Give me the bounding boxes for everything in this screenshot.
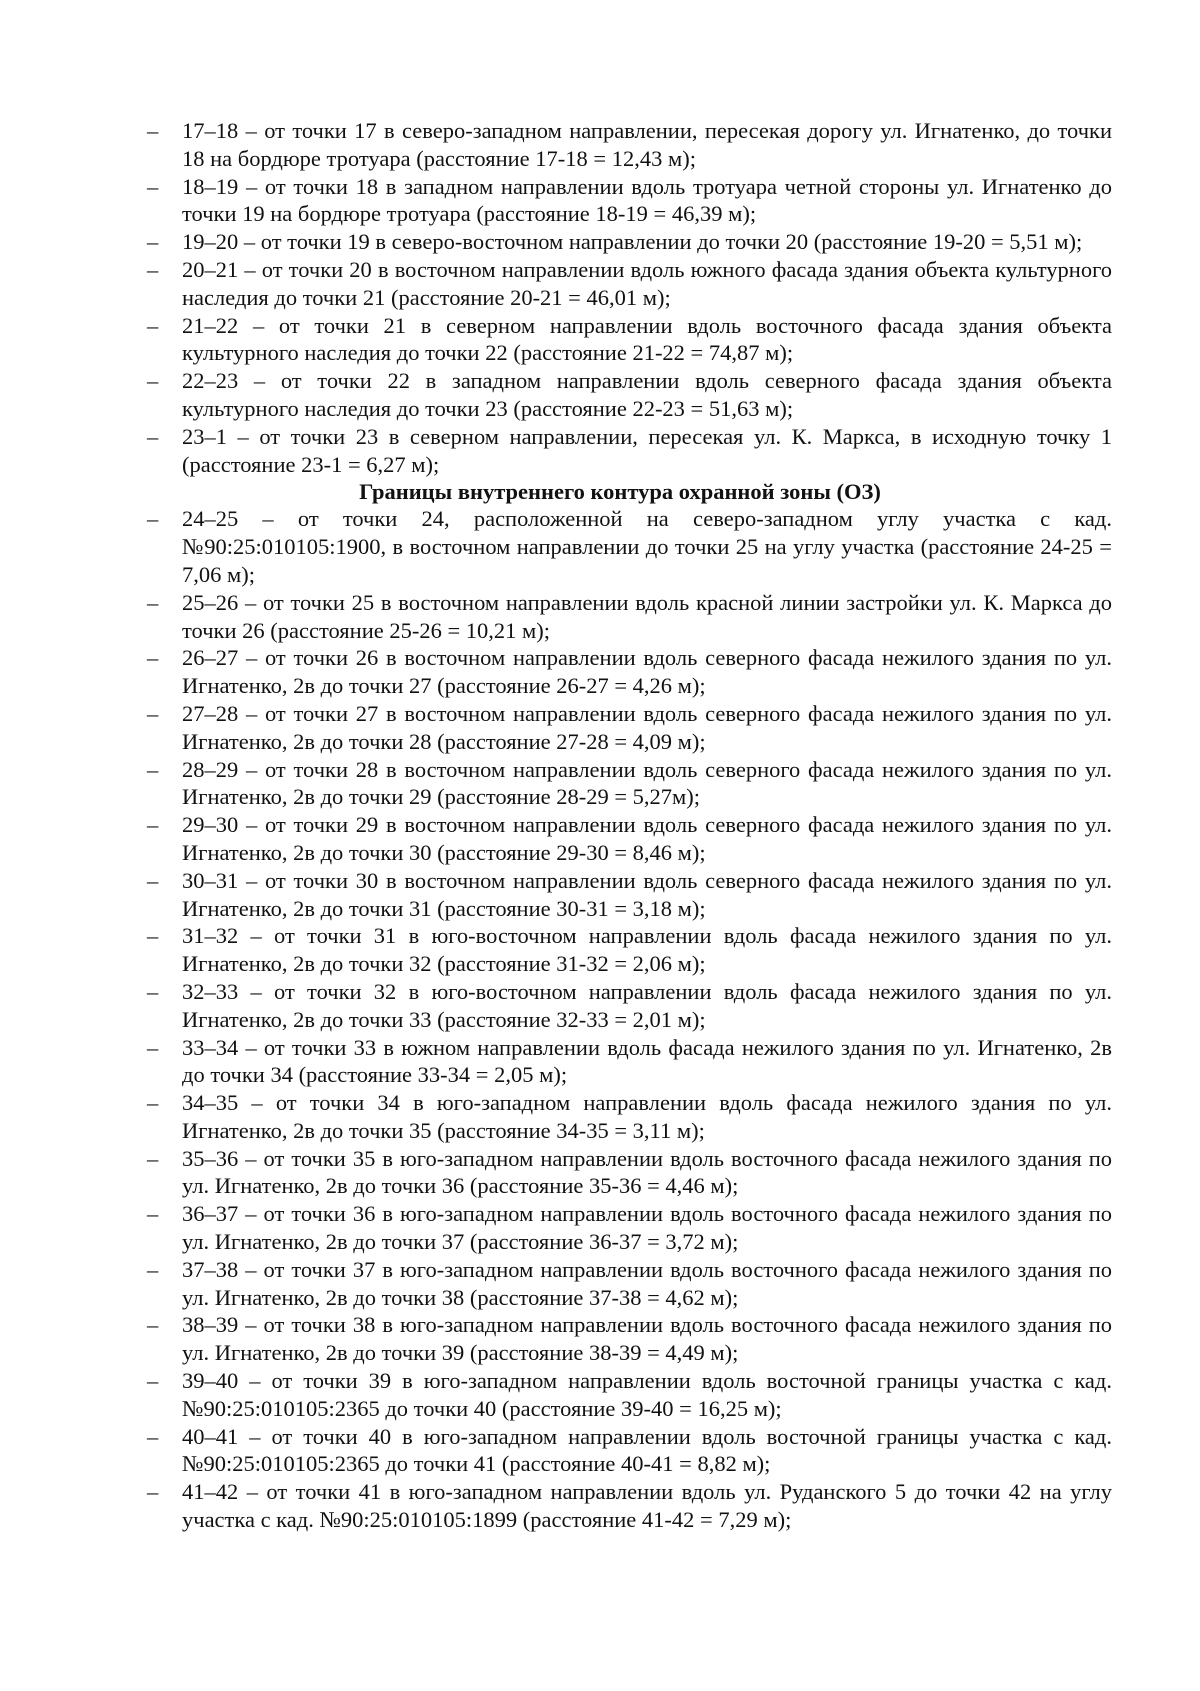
list-item — [147, 867, 1112, 923]
list-dash: – — [147, 173, 159, 199]
list-item-text: 33–34 – от точки 33 в южном направлении вдоль фасада нежилого здания по ул. Игнатенко, 2в до точки 34 (расстояние 33-34 = 2,05 м); — [182, 1034, 1112, 1088]
inner-contour-list — [0, 505, 1200, 1533]
list-item — [147, 922, 1112, 978]
list-dash: – — [147, 1312, 159, 1338]
list-dash: – — [147, 1201, 159, 1227]
list-item-text: 39–40 – от точки 39 в юго-западном направлении вдоль восточной границы участка с кад. №90:25:010105:2365 до точки 40 (расстояние 39-40 = 16,25 м); — [182, 1368, 1112, 1421]
list-item — [147, 700, 1112, 756]
list-item-text: 26–27 – от точки 26 в восточном направлении вдоль северного фасада нежилого здания по ул. Игнатенко, 2в до точки 27 (расстояние 26-27 = 4,26 м); — [182, 645, 1112, 699]
outer-contour-list — [0, 117, 1200, 478]
list-item-text: 32–33 – от точки 32 в юго-восточном направлении вдоль фасада нежилого здания по ул. Игнатенко, 2в до точки 33 (расстояние 32-33 = 2,01 м); — [182, 978, 1112, 1032]
list-item — [147, 173, 1112, 229]
list-item — [147, 978, 1112, 1034]
list-item — [147, 1034, 1112, 1090]
list-dash: – — [147, 700, 159, 726]
list-item — [147, 1200, 1112, 1256]
list-dash: – — [147, 923, 159, 949]
list-item — [147, 1478, 1112, 1534]
list-item-text: 34–35 – от точки 34 в юго-западном направлении вдоль фасада нежилого здания по ул. Игнатенко, 2в до точки 35 (расстояние 34-35 = 3,11 м); — [182, 1090, 1112, 1143]
list-dash: – — [147, 867, 159, 893]
list-item-text: 20–21 – от точки 20 в восточном направлении вдоль южного фасада здания объекта культурного наследия до точки 21 (расстояние 20-21 = 46,01 м); — [182, 256, 1112, 310]
list-dash: – — [147, 645, 159, 671]
list-item-text: 37–38 – от точки 37 в юго-западном направлении вдоль восточного фасада нежилого здания по ул. Игнатенко, 2в до точки 38 (расстояние 37-38 = 4,62 м); — [182, 1256, 1112, 1310]
list-dash: – — [147, 1256, 159, 1282]
list-item-text: 17–18 – от точки 17 в северо-западном направлении, пересекая дорогу ул. Игнатенко, до точки 18 на бордюре тротуара (расстояние 17-18 = 12,43 м); — [182, 118, 1112, 171]
list-item — [147, 117, 1112, 173]
list-item — [147, 1145, 1112, 1201]
list-dash: – — [147, 978, 159, 1004]
list-item-text: 22–23 – от точки 22 в западном направлении вдоль северного фасада здания объекта культурного наследия до точки 23 (расстояние 22-23 = 51,63 м); — [182, 368, 1112, 421]
list-dash: – — [147, 1368, 159, 1394]
list-item-text: 35–36 – от точки 35 в юго-западном направлении вдоль восточного фасада нежилого здания по ул. Игнатенко, 2в до точки 36 (расстояние 35-36 = 4,46 м); — [182, 1145, 1112, 1199]
list-dash: – — [147, 368, 159, 394]
list-item-text: 19–20 – от точки 19 в северо-восточном направлении до точки 20 (расстояние 19-20 = 5,51 м); — [182, 229, 1083, 255]
list-dash: – — [147, 423, 159, 449]
list-item — [147, 756, 1112, 812]
list-item — [147, 1367, 1112, 1423]
list-dash: – — [147, 1479, 159, 1505]
list-item-text: 41–42 – от точки 41 в юго-западном направлении вдоль ул. Руданского 5 до точки 42 на углу участка с кад. №90:25:010105:1899 (расстояние 41-42 = 7,29 м); — [182, 1479, 1112, 1533]
list-item — [147, 1256, 1112, 1312]
list-dash: – — [147, 756, 159, 782]
list-item — [147, 367, 1112, 423]
list-dash: – — [147, 1034, 159, 1060]
list-item — [147, 1311, 1112, 1367]
list-item-text: 23–1 – от точки 23 в северном направлении, пересекая ул. К. Маркса, в исходную точку 1 (расстояние 23-1 = 6,27 м); — [182, 423, 1112, 477]
list-item-text: 40–41 – от точки 40 в юго-западном направлении вдоль восточной границы участка с кад. №90:25:010105:2365 до точки 41 (расстояние 40-41 = 8,82 м); — [182, 1423, 1112, 1477]
list-dash: – — [147, 229, 159, 255]
list-item — [147, 505, 1112, 588]
list-item-text: 36–37 – от точки 36 в юго-западном направлении вдоль восточного фасада нежилого здания по ул. Игнатенко, 2в до точки 37 (расстояние 36-37 = 3,72 м); — [182, 1201, 1112, 1255]
list-item — [147, 256, 1112, 312]
list-dash: – — [147, 506, 159, 532]
list-dash: – — [147, 1423, 159, 1449]
list-item-text: 38–39 – от точки 38 в юго-западном направлении вдоль восточного фасада нежилого здания по ул. Игнатенко, 2в до точки 39 (расстояние 38-39 = 4,49 м); — [182, 1312, 1112, 1366]
list-dash: – — [147, 118, 159, 143]
list-dash: – — [147, 1145, 159, 1171]
list-item-text: 21–22 – от точки 21 в северном направлении вдоль восточного фасада здания объекта культурного наследия до точки 22 (расстояние 21-22 = 74,87 м); — [182, 312, 1112, 366]
list-item — [147, 1089, 1112, 1145]
list-dash: – — [147, 589, 159, 615]
list-item-text: 29–30 – от точки 29 в восточном направлении вдоль северного фасада нежилого здания по ул. Игнатенко, 2в до точки 30 (расстояние 29-30 = 8,46 м); — [182, 812, 1112, 865]
list-item-text: 31–32 – от точки 31 в юго-восточном направлении вдоль фасада нежилого здания по ул. Игнатенко, 2в до точки 32 (расстояние 31-32 = 2,06 м); — [182, 923, 1112, 977]
list-item — [147, 589, 1112, 645]
list-dash: – — [147, 1090, 159, 1116]
list-dash: – — [147, 312, 159, 338]
list-item-text: 25–26 – от точки 25 в восточном направлении вдоль красной линии застройки ул. К. Маркса до точки 26 (расстояние 25-26 = 10,21 м); — [182, 589, 1112, 643]
list-item-text: 28–29 – от точки 28 в восточном направлении вдоль северного фасада нежилого здания по ул. Игнатенко, 2в до точки 29 (расстояние 28-29 = 5,27м); — [182, 756, 1112, 810]
section-heading: Границы внутреннего контура охранной зоны (ОЗ) — [359, 479, 881, 505]
list-item — [147, 1423, 1112, 1479]
list-item — [147, 644, 1112, 700]
list-item — [147, 312, 1112, 368]
list-item-text: 18–19 – от точки 18 в западном направлении вдоль тротуара четной стороны ул. Игнатенко до точки 19 на бордюре тротуара (расстояние 18-19 = 46,39 м); — [182, 173, 1112, 227]
list-item-text: 27–28 – от точки 27 в восточном направлении вдоль северного фасада нежилого здания по ул. Игнатенко, 2в до точки 28 (расстояние 27-28 = 4,09 м); — [182, 700, 1112, 754]
list-dash: – — [147, 256, 159, 282]
list-item-text: 24–25 – от точки 24, расположенной на северо-западном углу участка с кад. №90:25:010105:1900, в восточном направлении до точки 25 на углу участка (расстояние 24-25 = 7,06 м); — [182, 506, 1112, 587]
list-dash: – — [147, 812, 159, 838]
list-item — [147, 228, 1112, 256]
list-item-text: 30–31 – от точки 30 в восточном направлении вдоль северного фасада нежилого здания по ул. Игнатенко, 2в до точки 31 (расстояние 30-31 = 3,18 м); — [182, 867, 1112, 921]
list-item — [147, 811, 1112, 867]
list-item — [147, 423, 1112, 479]
